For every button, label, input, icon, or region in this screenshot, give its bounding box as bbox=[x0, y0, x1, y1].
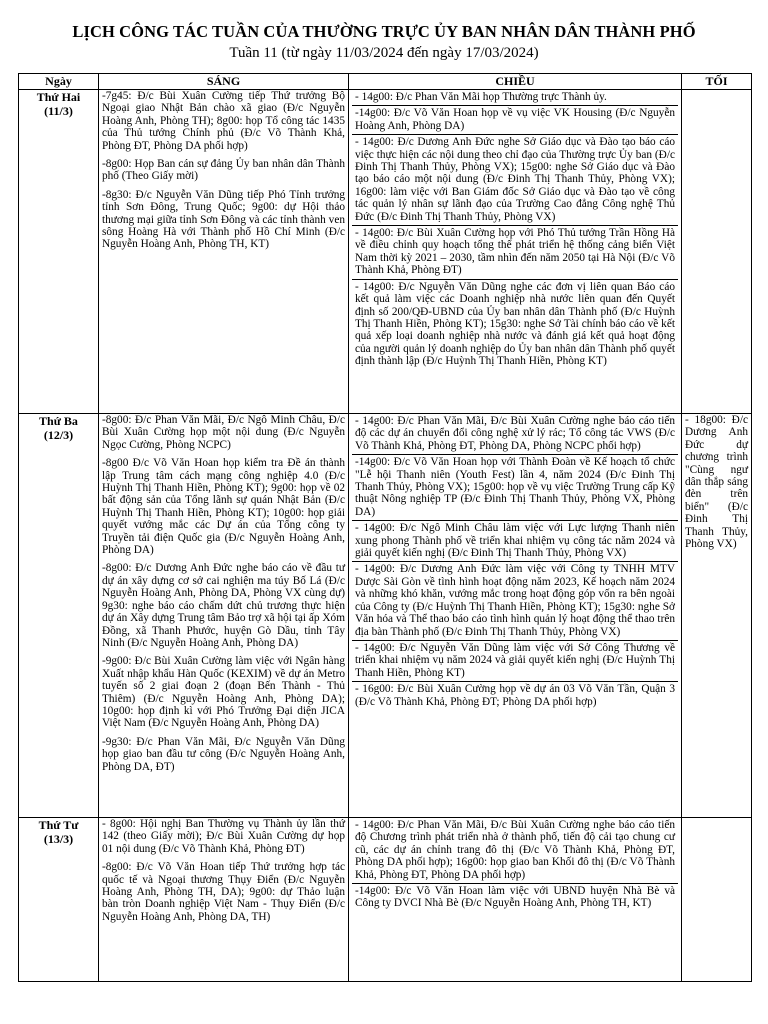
column-header-morning: SÁNG bbox=[99, 74, 349, 90]
document-title: LỊCH CÔNG TÁC TUẦN CỦA THƯỜNG TRỰC ỦY BAN NHÂN DÂN THÀNH PHỐ bbox=[72, 22, 696, 41]
schedule-entry: -7g45: Đ/c Bùi Xuân Cường tiếp Thứ trưởng Bộ Ngoại giao Nhật Bản chào xã giao (Đ/c Nguyễn Hoàng Anh, Phòng TH); 8g00: họp Tổ công tác 1435 của Thủ tướng Chính phủ (Đ/c Võ Thành Khả, Phòng ĐT, Phòng DA phối hợp) bbox=[102, 90, 345, 152]
schedule-entry: -8g00: Đ/c Dương Anh Đức nghe báo cáo về đầu tư dự án xây dựng cơ sở cai nghiện ma túy Bố Lá (Đ/c Nguyễn Hoàng Anh, Phòng DA, Phòng VX cùng dự) 9g30: nghe báo cáo chấm dứt chủ trương thực hiện dự án Xây dựng Trung tâm Bảo trợ xã hội tại ấp Xóm Đồng, xã Thanh Phước, huyện Gò Dầu, tỉnh Tây Ninh (Đ/c Nguyễn Hoàng Anh, Phòng DA) bbox=[102, 562, 345, 649]
morning-cell bbox=[99, 414, 349, 818]
day-date: (11/3) bbox=[44, 104, 73, 118]
evening-cell bbox=[682, 818, 752, 982]
column-header-afternoon: CHIỀU bbox=[349, 74, 682, 90]
day-row-monday bbox=[19, 90, 752, 414]
schedule-entry: -8g00: Đ/c Võ Văn Hoan tiếp Thứ trưởng hợp tác quốc tế và Ngoại thương Thụy Điển (Đ/c Nguyễn Hoàng Anh, Phòng TH, DA); 9g00: dự Thảo luận bàn tròn Doanh nghiệp Việt Nam - Thụy Điển (Đ/c Nguyễn Hoàng Anh, Phòng DA, TH) bbox=[102, 861, 345, 923]
day-name: Thứ Ba bbox=[39, 414, 78, 428]
day-date: (12/3) bbox=[43, 428, 74, 442]
schedule-entry: - 14g00: Đ/c Nguyễn Văn Dũng làm việc với Sở Công Thương về triển khai nhiệm vụ năm 2024 và giải quyết kiến nghị (Đ/c Huỳnh Thị Thanh Hiền, Phòng KT) bbox=[352, 641, 678, 682]
schedule-entry: - 14g00: Đ/c Dương Anh Đức làm việc với Công ty TNHH MTV Dược Sài Gòn về tình hình hoạt động năm 2023, Kế hoạch năm 2024 và những khó khăn, vướng mắc trong hoạt động góp vốn ra bên ngoài của Công ty (Đ/c Huỳnh Thị Thanh Hiền, Phòng KT); 15g30: nghe Sở Văn hóa và Thể thao báo cáo tình hình quản lý hoạt động thể thao trên địa bàn Thành phố (Đ/c Đinh Thị Thanh Thủy, Phòng VX) bbox=[352, 562, 678, 640]
schedule-entry: - 14g00: Đ/c Bùi Xuân Cường họp với Phó Thủ tướng Trần Hồng Hà về điều chỉnh quy hoạch tổng thể phát triển hệ thống cảng biển Việt Nam thời kỳ 2021 – 2030, tầm nhìn đến năm 2050 tại Hà Nội (Đ/c Võ Thành Khả, Phòng ĐT) bbox=[352, 226, 678, 280]
schedule-entry: - 8g00: Hội nghị Ban Thường vụ Thành ủy lần thứ 142 (theo Giấy mời); Đ/c Bùi Xuân Cường dự họp 01 nội dung (Đ/c Võ Thành Khả, Phòng ĐT) bbox=[102, 818, 345, 855]
day-row-tuesday bbox=[19, 414, 752, 818]
column-header-day: Ngày bbox=[19, 74, 99, 90]
schedule-entry: - 14g00: Đ/c Nguyễn Văn Dũng nghe các đơn vị liên quan Báo cáo kết quả làm việc các Doanh nghiệp nhà nước liên quan đến Quyết định số 200/QĐ-UBND của Ủy ban nhân dân Thành phố (Đ/c Huỳnh Thị Thanh Hiền, Phòng KT); 15g30: nghe Sở Tài chính báo cáo về kết quả xếp loại doanh nghiệp nhà nước và đánh giá kết quả hoạt động của người quản lý doanh nghiệp do Ủy ban nhân dân Thành phố quyết định thành lập (Đ/c Huỳnh Thị Thanh Hiền, Phòng KT) bbox=[355, 280, 675, 368]
afternoon-cell bbox=[349, 90, 682, 414]
column-header-evening: TỐI bbox=[682, 74, 752, 90]
table-header-row bbox=[19, 74, 752, 90]
morning-cell bbox=[99, 90, 349, 414]
schedule-entry: -14g00: Đ/c Võ Văn Hoan họp với Thành Đoàn về Kế hoạch tổ chức "Lễ hội Thanh niên (Youth Fest) lần 4, năm 2024 (Đ/c Đinh Thị Thanh Thủy, Phòng VX); 15g00: họp về vụ việc Trường Trung cấp Kỹ thuật Nông nghiệp TP (Đ/c Đinh Thị Thanh Thủy, Phòng VX, Phòng DA) bbox=[352, 455, 678, 521]
day-cell bbox=[19, 90, 99, 414]
evening-cell bbox=[682, 90, 752, 414]
schedule-entry: - 14g00: Đ/c Phan Văn Mãi, Đ/c Bùi Xuân Cường nghe báo cáo tiến độ các dự án chuyển đổi công nghệ xử lý rác; Tổ công tác VWS (Đ/c Võ Thành Khả, Phòng ĐT, Phòng DA, Phòng NCPC phối hợp) bbox=[352, 414, 678, 455]
evening-cell bbox=[682, 414, 752, 818]
schedule-entry: - 14g00: Đ/c Phan Văn Mãi họp Thường trực Thành ủy. bbox=[352, 90, 678, 106]
morning-cell bbox=[99, 818, 349, 982]
schedule-entry: - 16g00: Đ/c Bùi Xuân Cường họp về dự án 03 Võ Văn Tần, Quận 3 (Đ/c Võ Thành Khả, Phòng ĐT; Phòng DA phối hợp) bbox=[355, 683, 675, 708]
schedule-entry: -8g30: Đ/c Nguyễn Văn Dũng tiếp Phó Tỉnh trưởng tỉnh Sơn Đông, Trung Quốc; 9g00: dự Hội thảo thương mại giữa tỉnh Sơn Đông và các tỉnh thành ven sông Hoàng Hà với Thành phố Hồ Chí Minh (Đ/c Nguyễn Hoàng Anh, Phòng TH, KT) bbox=[102, 188, 345, 251]
day-row-wednesday bbox=[19, 818, 752, 982]
day-cell bbox=[19, 414, 99, 818]
day-cell bbox=[19, 818, 99, 982]
day-name: Thứ Hai bbox=[36, 90, 81, 104]
day-name: Thứ Tư bbox=[38, 818, 79, 832]
schedule-entry: -14g00: Đ/c Võ Văn Hoan làm việc với UBND huyện Nhà Bè và Công ty DVCI Nhà Bè (Đ/c Nguyễn Hoàng Anh, Phòng TH, KT) bbox=[355, 885, 675, 910]
schedule-entry: - 18g00: Đ/c Dương Anh Đức dự chương trình "Cùng ngư dân thắp sáng đèn trên biển" (Đ/c Đinh Thị Thanh Thủy, Phòng VX) bbox=[685, 414, 748, 551]
schedule-entry: -9g30: Đ/c Phan Văn Mãi, Đ/c Nguyễn Văn Dũng họp giao ban đầu tư công (Đ/c Nguyễn Hoàng Anh, Phòng DA, ĐT) bbox=[102, 735, 345, 773]
schedule-entry: -14g00: Đ/c Võ Văn Hoan họp về vụ việc VK Housing (Đ/c Nguyễn Hoàng Anh, Phòng DA) bbox=[352, 106, 678, 135]
schedule-entry: - 14g00: Đ/c Ngô Minh Châu làm việc với Lực lượng Thanh niên xung phong Thành phố về triển khai nhiệm vụ công tác năm 2024 và giải quyết kiến nghị (Đ/c Đinh Thị Thanh Thủy, Phòng VX) bbox=[352, 521, 678, 562]
day-date: (13/3) bbox=[43, 832, 74, 846]
afternoon-cell bbox=[349, 414, 682, 818]
document-subtitle: Tuần 11 (từ ngày 11/03/2024 đến ngày 17/03/2024) bbox=[229, 45, 539, 61]
schedule-entry: -8g00 Đ/c Võ Văn Hoan họp kiểm tra Đề án thành lập Trung tâm cách mạng công nghiệp 4.0 (Đ/c Huỳnh Thị Thanh Hiền, Phòng KT); 9g00: họp về 02 bất động sản của Tổng lãnh sự quán Nhật Bản (Đ/c Huỳnh Thị Thanh Hiền, Phòng KT); 10g00: họp giải quyết vướng mắc các Dự án của Tổng công ty Truyền tải điện Quốc gia (Đ/c Nguyễn Hoàng Anh, Phòng DA) bbox=[102, 457, 345, 557]
schedule-entry: -8g00: Đ/c Phan Văn Mãi, Đ/c Ngô Minh Châu, Đ/c Bùi Xuân Cường họp một nội dung (Đ/c Nguyễn Ngọc Cường, Phòng NCPC) bbox=[102, 414, 345, 451]
afternoon-cell bbox=[349, 818, 682, 982]
schedule-table bbox=[18, 73, 752, 982]
schedule-entry: -8g00: Họp Ban cán sự đảng Ủy ban nhân dân Thành phố (Theo Giấy mời) bbox=[102, 158, 345, 183]
schedule-entry: -9g00: Đ/c Bùi Xuân Cường làm việc với Ngân hàng Xuất nhập khẩu Hàn Quốc (KEXIM) về dự án Metro tuyến số 2 giai đoạn 2 (đoạn Bến Thành - Thủ Thiêm) (Đ/c Nguyễn Hoàng Anh, Phòng DA); 10g00: họp định kì với Phó Trưởng Đại diện JICA Việt Nam (Đ/c Nguyễn Hoàng Anh, Phòng DA) bbox=[102, 655, 345, 730]
schedule-entry: - 14g00: Đ/c Dương Anh Đức nghe Sở Giáo dục và Đào tạo báo cáo việc thực hiện các nội dung theo chỉ đạo của Thường trực Ủy ban (Đ/c Đinh Thị Thanh Thủy, Phòng VX); 15g00: nghe Sở Giáo dục và Đào tạo báo cáo một nội dung (Đ/c Đinh Thị Thanh Thủy, Phòng VX); 16g00: làm việc với Ban Giám đốc Sở Giáo dục và Đào tạo về công tác quản lý nhân sự lãnh đạo của Trường Cao đẳng Công nghệ Thủ Đức (Đ/c Đinh Thị Thanh Thủy, Phòng VX) bbox=[352, 135, 678, 226]
schedule-entry: - 14g00: Đ/c Phan Văn Mãi, Đ/c Bùi Xuân Cường nghe báo cáo tiến độ Chương trình phát triển nhà ở thành phố, tiến độ cải tạo chung cư cũ, các dự án chỉnh trang đô thị (Đ/c Võ Thành Khả, Phòng ĐT, Phòng DA phối hợp); 16g00: họp giao ban Khối đô thị (Đ/c Võ Thành Khả, Phòng ĐT, Phòng DA phối hợp) bbox=[352, 818, 678, 884]
